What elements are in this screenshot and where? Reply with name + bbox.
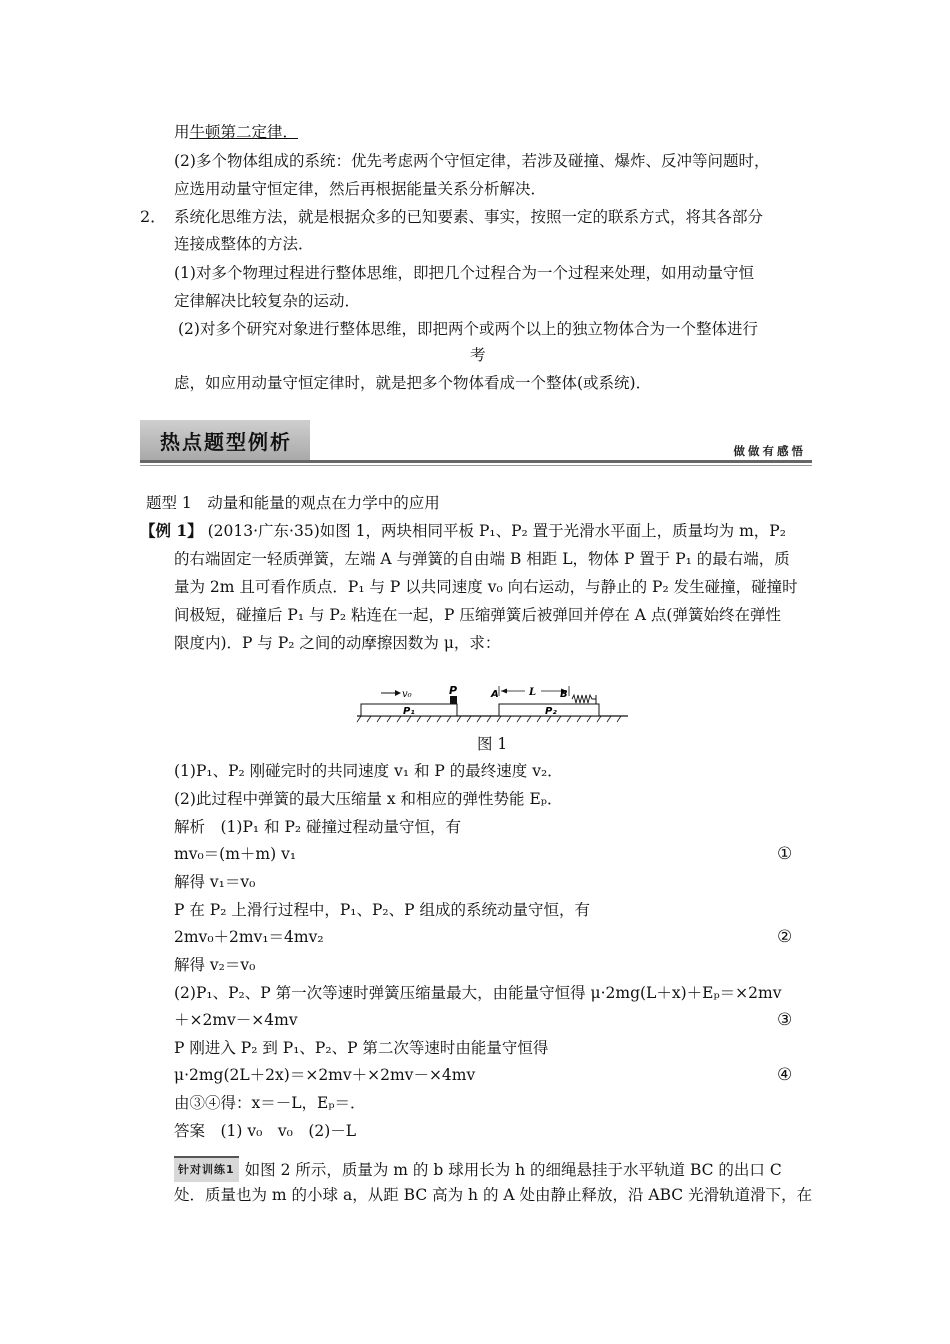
solution-line: 解得 v₂＝v₀	[174, 956, 256, 974]
equation-marker: ①	[777, 844, 793, 864]
solution-line: P 在 P₂ 上滑行过程中，P₁、P₂、P 组成的系统动量守恒，有	[174, 901, 590, 919]
text-line: 系统化思维方法，就是根据众多的已知要素、事实，按照一定的联系方式，将其各部分	[174, 208, 764, 226]
example-text: (2013·广东·35)如图 1，两块相同平板 P₁、P₂ 置于光滑水平面上，质量均为 m，P₂	[207, 522, 786, 540]
figure-caption: 图 1	[477, 735, 508, 753]
text-line: (2)多个物体组成的系统：优先考虑两个守恒定律，若涉及碰撞、爆炸、反冲等问题时，	[174, 152, 770, 170]
figure-1-diagram	[355, 684, 630, 724]
equation-marker: ③	[777, 1010, 793, 1030]
solution-line: 由③④得：x＝－L，Eₚ＝．	[174, 1094, 366, 1112]
text-line: 定律解决比较复杂的运动．	[174, 292, 361, 310]
equation: 2mv₀＋2mv₁＝4mv₂	[174, 928, 324, 946]
banner-rule-thin	[140, 465, 812, 466]
text-line: 量为 2m 且可看作质点．P₁ 与 P 以共同速度 v₀ 向右运动，与静止的 P₂ 发生碰撞，碰撞时	[174, 578, 798, 596]
solution-line: P 刚进入 P₂ 到 P₁、P₂、P 第二次等速时由能量守恒得	[174, 1039, 549, 1057]
training-line: 处．质量也为 m 的小球 a，从距 BC 高为 h 的 A 处由静止释放，沿 ABC 光滑轨道滑下，在	[174, 1186, 813, 1204]
plate-p1-label: P₁	[403, 706, 415, 717]
velocity-label: v₀	[402, 689, 412, 700]
underlined-term: 牛顿第二定律．	[189, 123, 299, 141]
banner-title: 热点题型例析	[160, 430, 292, 454]
point-b-label: B	[560, 689, 568, 700]
text-line: 间极短，碰撞后 P₁ 与 P₂ 粘连在一起，P 压缩弹簧后被弹回并停在 A 点(弹簧始终在弹性	[174, 606, 781, 624]
equation: μ·2mg(2L＋2x)＝×2mv＋×2mv－×4mv	[174, 1066, 476, 1084]
section-banner	[140, 420, 812, 466]
example-line	[140, 520, 786, 542]
solution-line: 解析 (1)P₁ 和 P₂ 碰撞过程动量守恒，有	[174, 818, 462, 836]
text-line: 应选用动量守恒定律，然后再根据能量关系分析解决．	[174, 180, 547, 198]
training-text: 如图 2 所示，质量为 m 的 b 球用长为 h 的细绳悬挂于水平轨道 BC 的出口 C	[244, 1161, 782, 1179]
text-prefix: 用	[174, 123, 190, 141]
text-line: 限度内)．P 与 P₂ 之间的动摩擦因数为 μ，求：	[174, 634, 501, 652]
equation: ＋×2mv－×4mv	[174, 1011, 298, 1029]
distance-l-label: L	[529, 687, 537, 698]
text-line: (1)对多个物理过程进行整体思维，即把几个过程合为一个过程来处理，如用动量守恒	[174, 264, 754, 282]
question-2: (2)此过程中弹簧的最大压缩量 x 和相应的弹性势能 Eₚ．	[174, 790, 563, 808]
solution-line: 解得 v₁＝v₀	[174, 873, 256, 891]
block-p-label: P	[449, 684, 458, 697]
text-line: 连接成整体的方法．	[174, 235, 314, 253]
text-line: 的右端固定一轻质弹簧，左端 A 与弹簧的自由端 B 相距 L，物体 P 置于 P₁ 的最右端，质	[174, 550, 790, 568]
text-line: 考	[470, 346, 486, 364]
example-label: 【例 1】	[140, 521, 203, 540]
answer-line: 答案 (1) v₀ v₀ (2)－L	[174, 1122, 357, 1140]
text-line: (2)对多个研究对象进行整体思维，即把两个或两个以上的独立物体合为一个整体进行	[178, 320, 758, 338]
plate-p2-label: P₂	[545, 706, 557, 717]
banner-rule	[140, 460, 812, 463]
text-line: 虑，如应用动量守恒定律时，就是把多个物体看成一个整体(或系统)．	[174, 374, 652, 392]
equation-marker: ④	[777, 1065, 793, 1085]
topic-heading: 题型 1 动量和能量的观点在力学中的应用	[146, 494, 440, 512]
text-line	[174, 121, 298, 143]
figure-1	[355, 684, 630, 724]
solution-line: (2)P₁、P₂、P 第一次等速时弹簧压缩量最大，由能量守恒得 μ·2mg(L＋x)＋Eₚ＝×2mv	[174, 984, 782, 1002]
list-number: 2．	[140, 207, 167, 226]
training-line	[174, 1156, 782, 1182]
question-1: (1)P₁、P₂ 刚碰完时的共同速度 v₁ 和 P 的最终速度 v₂．	[174, 762, 563, 780]
training-badge: 针对训练1	[174, 1156, 239, 1182]
equation-marker: ②	[777, 927, 793, 947]
equation: mv₀＝(m＋m) v₁	[174, 845, 297, 863]
banner-subtitle: 做做有感悟	[733, 444, 806, 458]
point-a-label: A	[491, 689, 499, 700]
